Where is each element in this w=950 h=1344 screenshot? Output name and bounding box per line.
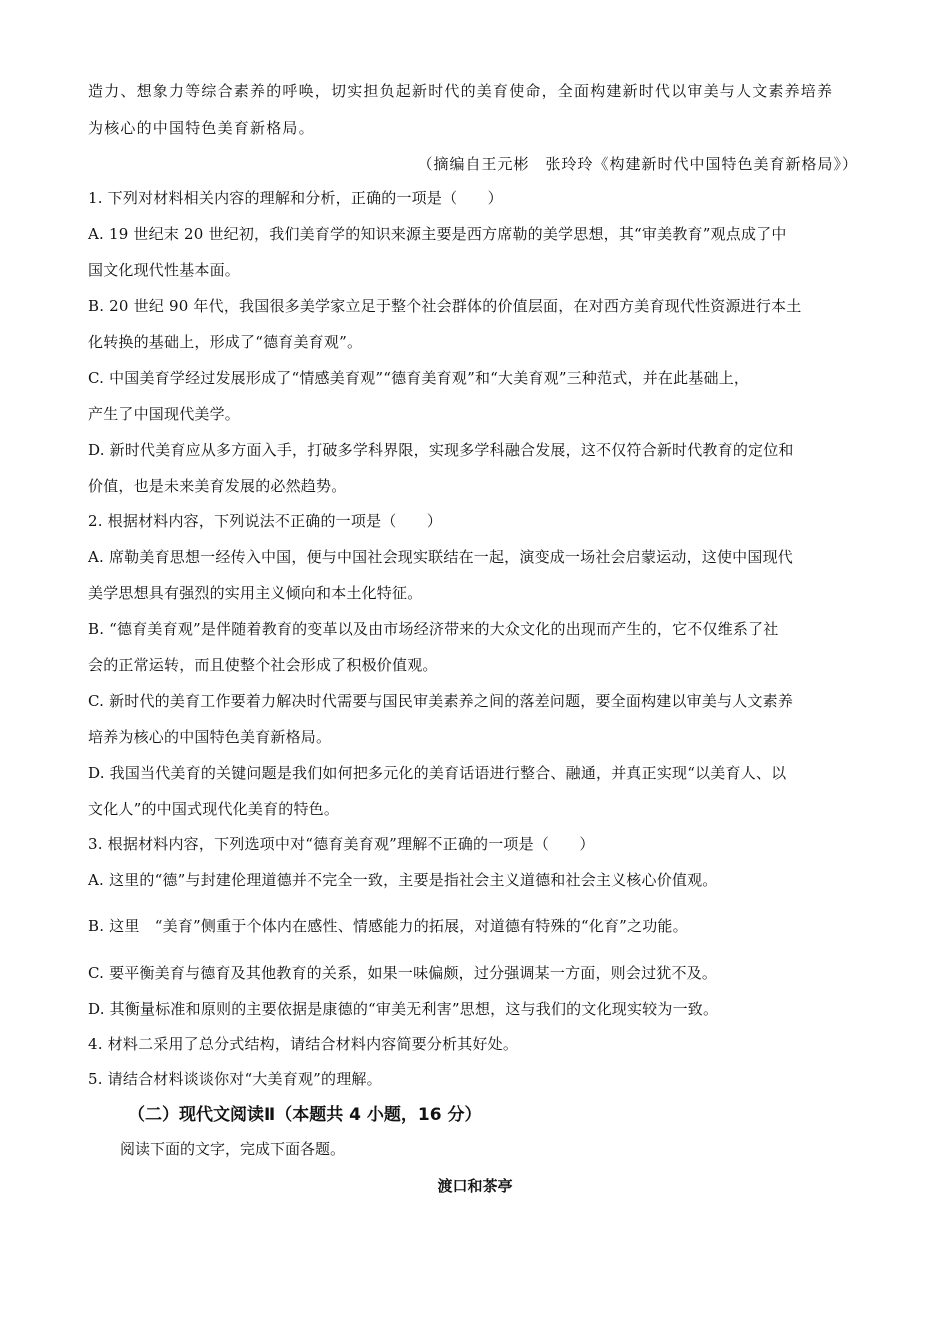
passage-line: 为核心的中国特色美育新格局。 bbox=[88, 119, 315, 137]
reading-instruction: 阅读下面的文字，完成下面各题。 bbox=[120, 1140, 346, 1158]
option-line: D. 其衡量标准和原则的主要依据是康德的“审美无利害”思想，这与我们的文化现实较为一致。 bbox=[88, 1000, 719, 1018]
option-line: B. 这里 “美育”侧重于个体内在感性、情感能力的拓展，对道德有特殊的“化育”之功能。 bbox=[88, 917, 688, 935]
option-line: A. 这里的“德”与封建伦理道德并不完全一致，主要是指社会主义道德和社会主义核心价值观。 bbox=[88, 871, 718, 889]
option-line: B. “德育美育观”是伴随着教育的变革以及由市场经济带来的大众文化的出现而产生的，它不仅维系了社 bbox=[88, 620, 779, 638]
option-line: 会的正常运转，而且使整个社会形成了积极价值观。 bbox=[88, 656, 438, 674]
option-line: C. 要平衡美育与德育及其他教育的关系，如果一味偏颇，过分强调某一方面，则会过犹不及。 bbox=[88, 964, 718, 982]
question-stem: 4. 材料二采用了总分式结构，请结合材料内容简要分析其好处。 bbox=[88, 1035, 519, 1053]
option-line: 美学思想具有强烈的实用主义倾向和本土化特征。 bbox=[88, 584, 423, 602]
passage-line: 造力、想象力等综合素养的呼唤，切实担负起新时代的美育使命，全面构建新时代以审美与人文素养培养 bbox=[88, 82, 834, 100]
question-stem: 3. 根据材料内容，下列选项中对“德育美育观”理解不正确的一项是（ ） bbox=[88, 835, 595, 853]
option-line: A. 席勒美育思想一经传入中国，便与中国社会现实联结在一起，演变成一场社会启蒙运动，这使中国现代 bbox=[88, 548, 793, 566]
question-stem: 2. 根据材料内容，下列说法不正确的一项是（ ） bbox=[88, 512, 443, 530]
option-line: 培养为核心的中国特色美育新格局。 bbox=[88, 728, 332, 746]
question-stem: 5. 请结合材料谈谈你对“大美育观”的理解。 bbox=[88, 1070, 382, 1088]
option-line: A. 19 世纪末 20 世纪初，我们美育学的知识来源主要是西方席勒的美学思想，其“审美教育”观点成了中 bbox=[88, 225, 787, 243]
section-title: （二）现代文阅读Ⅱ（本题共 4 小题，16 分） bbox=[128, 1105, 482, 1125]
question-stem: 1. 下列对材料相关内容的理解和分析，正确的一项是（ ） bbox=[88, 189, 503, 207]
option-line: D. 新时代美育应从多方面入手，打破多学科界限，实现多学科融合发展，这不仅符合新时代教育的定位和 bbox=[88, 441, 794, 459]
option-line: 化转换的基础上，形成了“德育美育观”。 bbox=[88, 333, 363, 351]
option-line: 产生了中国现代美学。 bbox=[88, 405, 241, 423]
option-line: B. 20 世纪 90 年代，我国很多美学家立足于整个社会群体的价值层面，在对西方美育现代性资源进行本土 bbox=[88, 297, 802, 315]
source-citation: （摘编自王元彬 张玲玲《构建新时代中国特色美育新格局》） bbox=[417, 155, 858, 173]
option-line: C. 新时代的美育工作要着力解决时代需要与国民审美素养之间的落差问题，要全面构建以审美与人文素养 bbox=[88, 692, 794, 710]
option-line: D. 我国当代美育的关键问题是我们如何把多元化的美育话语进行整合、融通，并真正实现“以美育人、以 bbox=[88, 764, 787, 782]
option-line: C. 中国美育学经过发展形成了“情感美育观”“德育美育观”和“大美育观”三种范式，并在此基础上， bbox=[88, 369, 750, 387]
article-title: 渡口和茶亭 bbox=[437, 1177, 513, 1195]
option-line: 国文化现代性基本面。 bbox=[88, 261, 241, 279]
option-line: 价值，也是未来美育发展的必然趋势。 bbox=[88, 477, 347, 495]
option-line: 文化人”的中国式现代化美育的特色。 bbox=[88, 800, 340, 818]
